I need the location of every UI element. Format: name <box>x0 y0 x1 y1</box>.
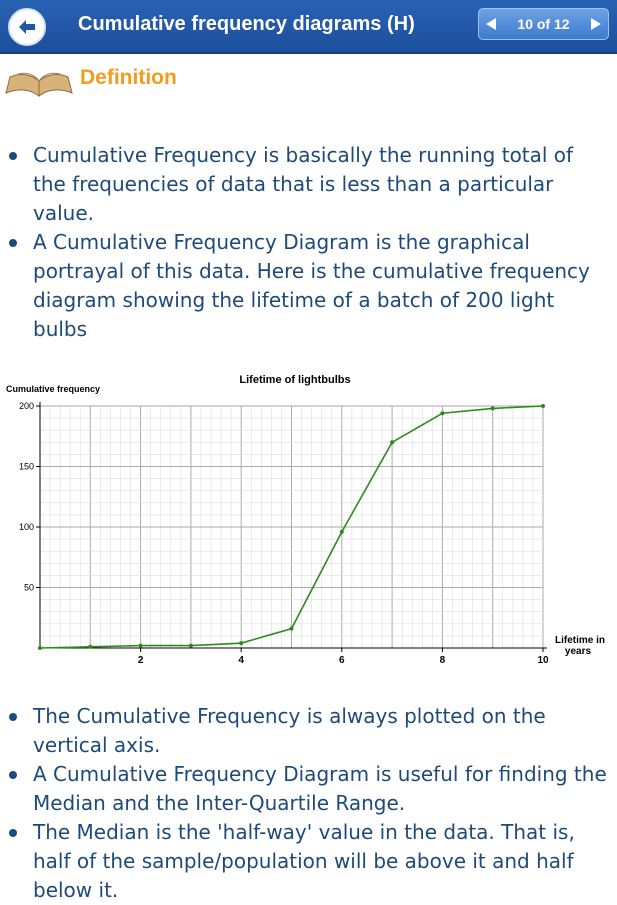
bullet-text: A Cumulative Frequency Diagram is useful for finding the Median and the Inter-Quartile Range. <box>33 762 607 815</box>
x-tick-label: 8 <box>439 655 446 666</box>
page-count: 10 of 12 <box>517 16 570 32</box>
y-axis-label: Cumulative frequency <box>6 384 101 394</box>
definition-heading <box>4 60 304 100</box>
triangle-left-icon <box>485 17 497 31</box>
section-title: Definition <box>80 66 177 89</box>
bullet-dot <box>9 239 17 247</box>
chart-grid <box>40 406 543 648</box>
x-tick-label: 2 <box>137 655 144 666</box>
data-point <box>239 641 243 645</box>
definition-bullets <box>0 141 617 344</box>
next-page-button[interactable] <box>584 9 608 39</box>
data-point <box>189 644 193 648</box>
data-point <box>390 440 394 444</box>
data-point <box>440 411 444 415</box>
bullet-text: The Median is the 'half-way' value in the data. That is, half of the sample/population will be above it and half below it. <box>33 820 575 902</box>
page-title: Cumulative frequency diagrams (H) <box>78 13 415 35</box>
bullet-dot <box>9 771 17 779</box>
cumulative-frequency-chart <box>0 368 617 673</box>
bullet-text: A Cumulative Frequency Diagram is the graphical portrayal of this data. Here is the cumulative frequency diagram showing the lifetime of a batch of 200 light bulbs <box>33 230 590 341</box>
data-point <box>88 645 92 649</box>
prev-page-button[interactable] <box>479 9 503 39</box>
data-point <box>139 644 143 648</box>
bullet-text: The Cumulative Frequency is always plotted on the vertical axis. <box>33 704 546 757</box>
notes-bullets <box>0 702 617 905</box>
y-tick-label: 50 <box>23 582 34 593</box>
open-book-icon <box>4 66 74 100</box>
bullet-dot <box>9 829 17 837</box>
chart-title: Lifetime of lightbulbs <box>239 374 351 386</box>
y-tick-label: 200 <box>18 401 34 411</box>
bullet-dot <box>9 713 17 721</box>
x-axis-label-line2: years <box>564 646 592 657</box>
data-point <box>491 406 495 410</box>
data-point <box>290 627 294 631</box>
bullet-item <box>0 760 617 818</box>
data-point <box>541 404 545 408</box>
x-tick-label: 6 <box>339 655 345 666</box>
bullet-item <box>0 818 617 905</box>
bullet-item <box>0 141 617 228</box>
x-axis-label-line1: Lifetime in <box>554 635 606 646</box>
x-tick-label: 10 <box>537 655 549 666</box>
bullet-text: Cumulative Frequency is basically the running total of the frequencies of data that is less than a particular value. <box>33 143 574 225</box>
bullet-dot <box>9 152 17 160</box>
back-button[interactable] <box>8 8 46 46</box>
bullet-item <box>0 228 617 344</box>
y-tick-label: 100 <box>18 522 34 532</box>
y-tick-label: 150 <box>18 461 34 472</box>
page-pager <box>478 8 609 40</box>
data-point <box>38 646 42 650</box>
x-tick-label: 4 <box>238 655 244 666</box>
back-arrow-icon <box>15 15 39 39</box>
data-point <box>340 530 344 534</box>
top-bar <box>0 0 617 54</box>
triangle-right-icon <box>590 17 602 31</box>
bullet-item <box>0 702 617 760</box>
chart-axes <box>19 401 549 666</box>
